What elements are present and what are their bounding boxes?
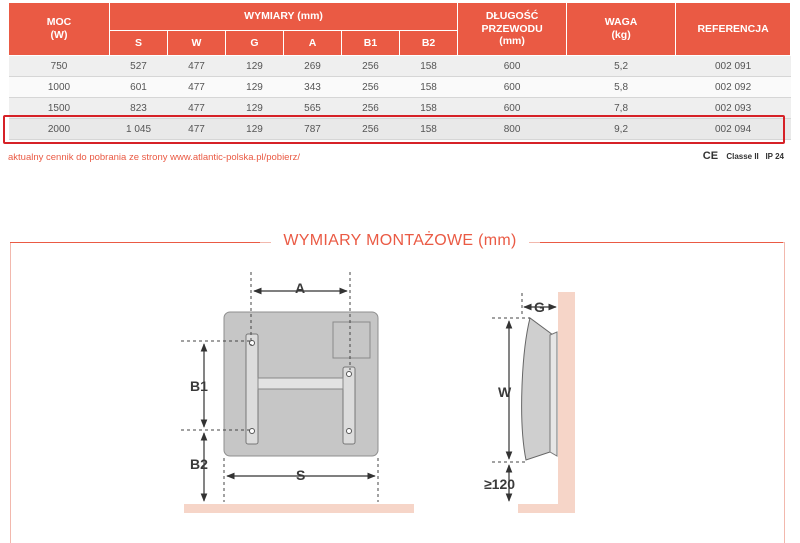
dim-label-g: G [534, 299, 545, 315]
dim-label-clearance: ≥120 [484, 476, 516, 492]
cell-s: 1 045 [110, 119, 168, 140]
price-list-note: aktualny cennik do pobrania ze strony www.atlantic-polska.pl/pobierz/ [8, 152, 301, 163]
cell-b2: 158 [400, 98, 458, 119]
cell-ref: 002 092 [676, 77, 791, 98]
header-dim-b2: B2 [400, 31, 458, 56]
cell-a: 787 [284, 119, 342, 140]
header-dim-a: A [284, 31, 342, 56]
cell-ref: 002 093 [676, 98, 791, 119]
screw-hole [250, 341, 255, 346]
cell-s: 601 [110, 77, 168, 98]
dim-label-w: W [498, 384, 512, 400]
cell-b2: 158 [400, 119, 458, 140]
cell-a: 269 [284, 56, 342, 77]
cell-g: 129 [226, 119, 284, 140]
cell-weight: 5,8 [567, 77, 676, 98]
cell-w: 477 [168, 119, 226, 140]
dim-label-b2: B2 [190, 456, 208, 472]
cell-a: 565 [284, 98, 342, 119]
floor-front [184, 504, 414, 513]
cell-ref: 002 094 [676, 119, 791, 140]
cell-s: 823 [110, 98, 168, 119]
header-dimensions: WYMIARY (mm) [110, 3, 458, 31]
cell-weight: 7,8 [567, 98, 676, 119]
cell-cable: 600 [458, 56, 567, 77]
bracket-left [246, 334, 258, 444]
cell-cable: 800 [458, 119, 567, 140]
screw-hole [347, 429, 352, 434]
crossbar [258, 378, 343, 389]
cell-b1: 256 [342, 56, 400, 77]
ce-mark-icon: CE [702, 150, 719, 162]
cell-b1: 256 [342, 98, 400, 119]
cell-cable: 600 [458, 77, 567, 98]
cell-weight: 5,2 [567, 56, 676, 77]
class-label: Classe II [726, 152, 759, 161]
cell-b1: 256 [342, 119, 400, 140]
cell-cable: 600 [458, 98, 567, 119]
cell-power: 1000 [9, 77, 110, 98]
cell-b2: 158 [400, 77, 458, 98]
header-dim-b1: B1 [342, 31, 400, 56]
header-power: MOC (W) [9, 3, 110, 56]
cell-ref: 002 091 [676, 56, 791, 77]
header-cable-length: DŁUGOŚĆ PRZEWODU (mm) [458, 3, 567, 56]
screw-hole [250, 429, 255, 434]
cell-b2: 158 [400, 56, 458, 77]
mounting-title-text: WYMIARY MONTAŻOWE (mm) [271, 232, 528, 249]
cell-w: 477 [168, 98, 226, 119]
heater-side-bracket [550, 332, 557, 456]
floor-side [518, 504, 575, 513]
cell-a: 343 [284, 77, 342, 98]
header-weight: WAGA (kg) [567, 3, 676, 56]
cell-power: 2000 [9, 119, 110, 140]
screw-hole [347, 372, 352, 377]
cell-w: 477 [168, 77, 226, 98]
header-dim-s: S [110, 31, 168, 56]
ip-rating: IP 24 [765, 152, 784, 161]
cell-weight: 9,2 [567, 119, 676, 140]
header-dim-w: W [168, 31, 226, 56]
dim-label-s: S [296, 467, 306, 483]
dim-label-b1: B1 [190, 378, 208, 394]
dim-label-a: A [295, 280, 306, 296]
cell-g: 129 [226, 77, 284, 98]
cell-power: 1500 [9, 98, 110, 119]
heater-side [522, 318, 553, 460]
cell-power: 750 [9, 56, 110, 77]
header-reference: REFERENCJA [676, 3, 791, 56]
cell-g: 129 [226, 98, 284, 119]
header-dim-g: G [226, 31, 284, 56]
cell-b1: 256 [342, 77, 400, 98]
wall-side [558, 292, 575, 513]
cell-g: 129 [226, 56, 284, 77]
cell-w: 477 [168, 56, 226, 77]
cell-s: 527 [110, 56, 168, 77]
